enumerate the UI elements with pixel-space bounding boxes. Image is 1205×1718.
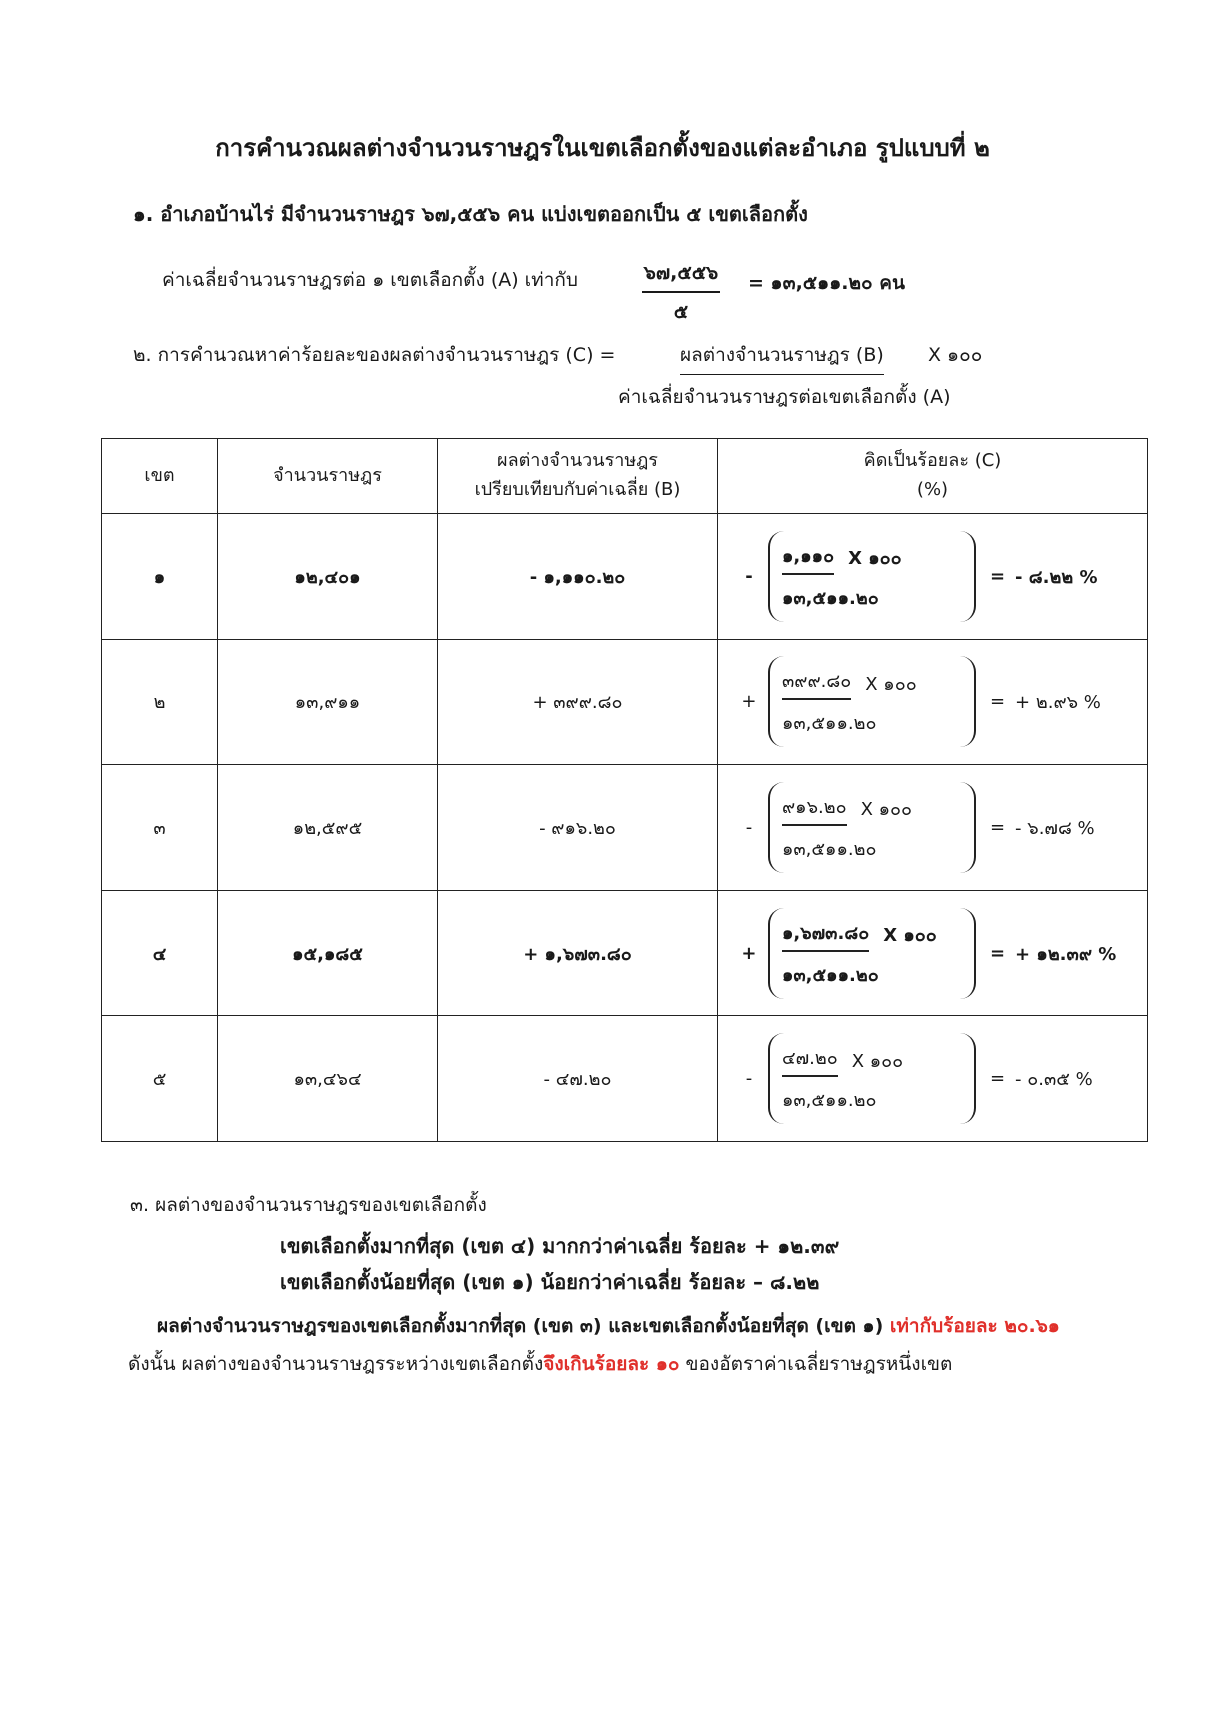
formula-result: + ๒.๙๖ %	[1015, 692, 1101, 714]
table-row	[102, 514, 1148, 640]
formula-result: - ๘.๒๒ %	[1015, 566, 1098, 588]
average-label: ค่าเฉลี่ยจำนวนราษฎรต่อ ๑ เขตเลือกตั้ง (A) เท่ากับ	[162, 269, 578, 291]
table-header-row	[102, 439, 1148, 514]
formula-numerator: ๔๗.๒๐	[782, 1043, 838, 1077]
formula-denominator: ๑๓,๕๑๑.๒๐	[781, 964, 879, 986]
average-numerator: ๖๗,๕๕๖	[642, 258, 720, 293]
percent-formula	[718, 782, 1147, 873]
cell-district: ๔	[102, 890, 218, 1016]
cell-diff: - ๑,๑๑๐.๒๐	[438, 514, 718, 640]
cell-district: ๒	[102, 639, 218, 765]
formula-denominator: ๑๓,๕๑๑.๒๐	[781, 587, 879, 609]
cell-percent-calc	[718, 890, 1148, 1016]
formula-top	[782, 666, 917, 700]
formula-bracket	[768, 782, 976, 873]
table-row	[102, 765, 1148, 891]
min-district-line: เขตเลือกตั้งน้อยที่สุด (เขต ๑) น้อยกว่าค่าเฉลี่ย ร้อยละ – ๘.๒๒	[280, 1270, 820, 1294]
page-title: การคำนวณผลต่างจำนวนราษฎรในเขตเลือกตั้งของแต่ละอำเภอ รูปแบบที่ ๒	[215, 134, 990, 162]
formula-sign: -	[745, 1068, 753, 1090]
formula-top	[782, 918, 937, 952]
cell-diff: - ๔๗.๒๐	[438, 1016, 718, 1142]
formula-numerator: ๓๙๙.๘๐	[782, 666, 851, 700]
percent-formula	[718, 656, 1147, 747]
formula-sign: -	[745, 565, 753, 587]
formula-bracket	[768, 656, 976, 747]
section2-denominator: ค่าเฉลี่ยจำนวนราษฎรต่อเขตเลือกตั้ง (A)	[618, 386, 951, 408]
cell-population: ๑๓,๔๖๔	[218, 1016, 438, 1142]
formula-denominator: ๑๓,๕๑๑.๒๐	[781, 838, 877, 860]
conclusion-2-pre: ดังนั้น ผลต่างของจำนวนราษฎรระหว่างเขตเลือกตั้ง	[128, 1353, 544, 1375]
formula-equals: =	[989, 565, 1006, 587]
average-denominator: ๕	[673, 301, 689, 323]
formula-bracket	[768, 1033, 976, 1124]
cell-population: ๑๒,๔๐๑	[218, 514, 438, 640]
cell-percent-calc	[718, 514, 1148, 640]
formula-equals: =	[989, 1068, 1006, 1090]
conclusion-line-2	[128, 1349, 952, 1379]
formula-top	[782, 1043, 903, 1077]
cell-district: ๓	[102, 765, 218, 891]
cell-percent-calc	[718, 765, 1148, 891]
section1-heading: ๑. อำเภอบ้านไร่ มีจำนวนราษฎร ๖๗,๕๕๖ คน แบ่งเขตออกเป็น ๕ เขตเลือกตั้ง	[133, 202, 808, 226]
formula-numerator: ๑,๖๗๓.๘๐	[782, 918, 869, 952]
percent-formula	[718, 1033, 1147, 1124]
table-row	[102, 890, 1148, 1016]
formula-equals: =	[989, 691, 1006, 713]
header-percent-line1: คิดเป็นร้อยละ (C)	[863, 450, 1002, 472]
cell-diff: - ๙๑๖.๒๐	[438, 765, 718, 891]
formula-sign: +	[741, 691, 757, 713]
cell-population: ๑๓,๙๑๑	[218, 639, 438, 765]
table-row	[102, 1016, 1148, 1142]
formula-denominator: ๑๓,๕๑๑.๒๐	[781, 713, 877, 735]
max-district-line: เขตเลือกตั้งมากที่สุด (เขต ๔) มากกว่าค่าเฉลี่ย ร้อยละ + ๑๒.๓๙	[280, 1234, 840, 1258]
formula-bracket	[768, 908, 976, 999]
formula-result: + ๑๒.๓๙ %	[1015, 943, 1117, 965]
formula-times: X ๑๐๐	[883, 925, 937, 947]
cell-population: ๑๕,๑๘๕	[218, 890, 438, 1016]
header-diff-line1: ผลต่างจำนวนราษฎร	[497, 450, 658, 472]
formula-times: X ๑๐๐	[860, 799, 913, 821]
section3-heading: ๓. ผลต่างของจำนวนราษฎรของเขตเลือกตั้ง	[130, 1194, 487, 1216]
header-diff-line2: เปรียบเทียบกับค่าเฉลี่ย (B)	[474, 479, 681, 500]
section2-numerator: ผลต่างจำนวนราษฎร (B)	[680, 340, 884, 375]
table-row	[102, 639, 1148, 765]
cell-percent-calc	[718, 639, 1148, 765]
formula-sign: -	[745, 816, 753, 838]
formula-result: - ๐.๓๕ %	[1015, 1069, 1093, 1091]
formula-top	[782, 792, 912, 826]
header-population: จำนวนราษฎร	[218, 439, 438, 514]
cell-district: ๑	[102, 514, 218, 640]
header-percent-line2: (%)	[916, 479, 949, 500]
formula-denominator: ๑๓,๕๑๑.๒๐	[781, 1090, 877, 1112]
formula-result: - ๖.๗๘ %	[1015, 817, 1095, 839]
cell-population: ๑๒,๕๙๕	[218, 765, 438, 891]
percent-formula	[718, 908, 1147, 999]
formula-equals: =	[989, 816, 1006, 838]
formula-numerator: ๑,๑๑๐	[782, 541, 834, 575]
cell-diff: + ๑,๖๗๓.๘๐	[438, 890, 718, 1016]
percentage-table	[101, 438, 1148, 1142]
conclusion-line-1	[157, 1311, 1060, 1341]
header-district: เขต	[102, 439, 218, 514]
average-result: = ๑๓,๕๑๑.๒๐ คน	[748, 272, 905, 294]
conclusion-1-text: ผลต่างจำนวนราษฎรของเขตเลือกตั้งมากที่สุด (เขต ๓) และเขตเลือกตั้งน้อยที่สุด (เขต ๑)	[157, 1315, 890, 1337]
average-fraction	[636, 258, 726, 327]
header-percent	[718, 439, 1148, 514]
percent-formula	[718, 531, 1147, 622]
cell-percent-calc	[718, 1016, 1148, 1142]
conclusion-1-highlight: เท่ากับร้อยละ ๒๐.๖๑	[889, 1315, 1060, 1337]
header-diff	[438, 439, 718, 514]
conclusion-2-highlight: จึงเกินร้อยละ ๑๐	[543, 1353, 680, 1375]
formula-numerator: ๙๑๖.๒๐	[782, 792, 847, 826]
cell-diff: + ๓๙๙.๘๐	[438, 639, 718, 765]
cell-district: ๕	[102, 1016, 218, 1142]
formula-equals: =	[989, 942, 1006, 964]
section2-label: ๒. การคำนวณหาค่าร้อยละของผลต่างจำนวนราษฎร (C) =	[133, 344, 616, 366]
formula-times: X ๑๐๐	[865, 673, 917, 695]
formula-top	[782, 541, 902, 575]
formula-bracket	[768, 531, 976, 622]
section2-times: X ๑๐๐	[928, 344, 983, 366]
formula-times: X ๑๐๐	[851, 1050, 904, 1072]
formula-times: X ๑๐๐	[848, 548, 902, 570]
conclusion-2-post: ของอัตราค่าเฉลี่ยราษฎรหนึ่งเขต	[679, 1353, 953, 1375]
formula-sign: +	[741, 942, 757, 964]
